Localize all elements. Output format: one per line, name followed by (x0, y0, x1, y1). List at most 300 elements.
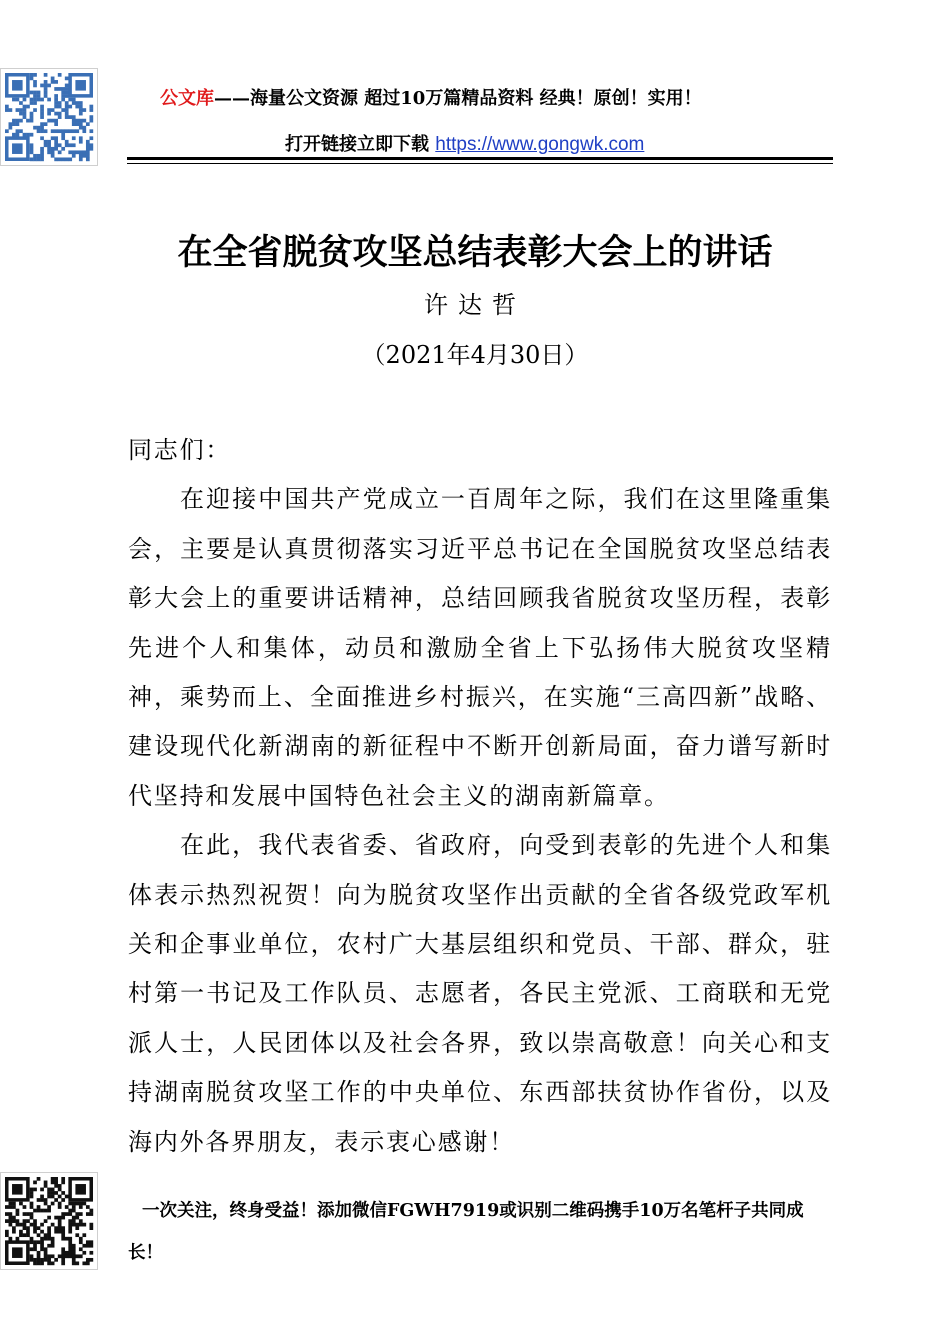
qr-module (54, 1230, 58, 1234)
qr-module (68, 115, 72, 119)
qr-module (86, 154, 90, 158)
qr-module (68, 1240, 72, 1244)
qr-module (54, 1258, 58, 1262)
qr-module (47, 1258, 51, 1262)
qr-module (58, 115, 62, 119)
qr-module (26, 119, 30, 123)
qr-module (33, 1240, 37, 1244)
qr-module (30, 91, 34, 95)
qr-module (33, 1258, 37, 1262)
qr-module (86, 1261, 90, 1265)
qr-module (79, 1212, 83, 1216)
qr-module (79, 112, 83, 116)
qr-module (86, 157, 90, 161)
qr-module (68, 1219, 72, 1223)
qr-module (79, 1219, 83, 1223)
qr-module (47, 1237, 51, 1241)
qr-module (30, 1202, 34, 1206)
qr-module (30, 1195, 34, 1199)
qr-module (47, 1233, 51, 1237)
qr-module (44, 1209, 48, 1213)
qr-module (51, 136, 55, 140)
body-paragraph: 在迎接中国共产党成立一百周年之际，我们在这里隆重集会，主要是认真贯彻落实习近平总书记在全国脱贫攻坚总结表彰大会上的重要讲话精神，总结回顾我省脱贫攻坚历程，表彰先进个人和集体，动员和激励全省上下弘扬伟大脱贫攻坚精神，乘势而上、全面推进乡村振兴，在实施“三高四新”战略、建设现代化新湖南的新征程中不断开创新局面，奋力谱写新时代坚持和发展中国特色社会主义的湖南新篇章。 (128, 485, 832, 810)
qr-module (12, 1216, 16, 1220)
qr-module (61, 94, 65, 98)
qr-module (89, 129, 93, 133)
qr-module (51, 1237, 55, 1241)
qr-module (51, 147, 55, 151)
qr-module (65, 129, 69, 133)
qr-module (89, 136, 93, 140)
qr-module (58, 1254, 62, 1258)
qr-module (86, 140, 90, 144)
qr-module (30, 1237, 34, 1241)
qr-module (23, 1223, 27, 1227)
qr-module (19, 119, 23, 123)
qr-module (79, 1240, 83, 1244)
qr-module (82, 1251, 86, 1255)
qr-module (68, 1226, 72, 1230)
qr-module (12, 133, 16, 137)
qr-module (40, 1209, 44, 1213)
qr-module (86, 1205, 90, 1209)
qr-module (82, 1261, 86, 1265)
qr-module (47, 1244, 51, 1248)
qr-module (61, 91, 65, 95)
qr-module (23, 115, 27, 119)
qr-module (44, 1198, 48, 1202)
qr-module (9, 1223, 13, 1227)
qr-module (79, 157, 83, 161)
download-line (285, 130, 644, 156)
qr-module (51, 1223, 55, 1227)
qr-module (33, 154, 37, 158)
qr-module (44, 1233, 48, 1237)
qr-module (51, 1240, 55, 1244)
qr-module (79, 108, 83, 112)
qr-module (37, 98, 41, 102)
qr-module (44, 140, 48, 144)
qr-module (9, 1219, 13, 1223)
qr-module (40, 147, 44, 151)
qr-module (47, 1188, 51, 1192)
qr-module (51, 129, 55, 133)
qr-module (40, 1195, 44, 1199)
qr-module (89, 1258, 93, 1262)
qr-module (82, 150, 86, 154)
qr-module (19, 101, 23, 105)
qr-module (89, 1240, 93, 1244)
qr-module (51, 1261, 55, 1265)
qr-module (16, 133, 20, 137)
qr-module (30, 147, 34, 151)
qr-module (5, 105, 9, 109)
qr-module (86, 122, 90, 126)
qr-module (54, 94, 58, 98)
qr-module (75, 1223, 79, 1227)
qr-module (26, 1230, 30, 1234)
qr-module (23, 98, 27, 102)
qr-module (54, 136, 58, 140)
qr-module (65, 140, 69, 144)
qr-module (89, 108, 93, 112)
qr-module (58, 1184, 62, 1188)
qr-module (40, 112, 44, 116)
qr-module (61, 133, 65, 137)
qr-module (58, 73, 62, 77)
qr-module (51, 108, 55, 112)
qr-module (37, 1233, 41, 1237)
qr-finder-center (12, 80, 23, 91)
qr-module (86, 1240, 90, 1244)
qr-module (19, 1230, 23, 1234)
qr-module (58, 1195, 62, 1199)
qr-module (58, 105, 62, 109)
qr-module (68, 143, 72, 147)
qr-module (75, 105, 79, 109)
qr-module (82, 1233, 86, 1237)
qr-module (37, 94, 41, 98)
qr-module (37, 1177, 41, 1181)
qr-module (19, 1223, 23, 1227)
qr-module (37, 129, 41, 133)
qr-module (54, 1226, 58, 1230)
qr-module (72, 150, 76, 154)
qr-module (40, 1244, 44, 1248)
qr-module (79, 1237, 83, 1241)
qr-module (40, 1188, 44, 1192)
qr-module (47, 1226, 51, 1230)
qr-module (61, 1226, 65, 1230)
qr-module (37, 126, 41, 130)
qr-module (5, 1233, 9, 1237)
qr-module (26, 1212, 30, 1216)
qr-finder-center (75, 1184, 86, 1195)
qr-module (37, 1240, 41, 1244)
qr-module (68, 150, 72, 154)
qr-module (44, 1251, 48, 1255)
qr-module (61, 1233, 65, 1237)
qr-module (75, 1216, 79, 1220)
qr-module (89, 115, 93, 119)
qr-module (54, 1184, 58, 1188)
header-tagline: ——海量公文资源 超过10万篇精品资料 经典！原创！实用！ (214, 88, 702, 109)
qr-module (65, 1205, 69, 1209)
qr-module (9, 1202, 13, 1206)
body-paragraph: 在此，我代表省委、省政府，向受到表彰的先进个人和集体表示热烈祝贺！向为脱贫攻坚作出贡献的全省各级党政军机关和企事业单位，农村广大基层组织和党员、干部、群众，驻村第一书记及工作队员、志愿者，各民主党派、工商联和无党派人士，人民团体以及社会各界，致以崇高敬意！向关心和支持湖南脱贫攻坚工作的中央单位、东西部扶贫协作省份，以及海内外各界朋友，表示衷心感谢！ (128, 831, 832, 1156)
qr-module (61, 1212, 65, 1216)
qr-module (9, 126, 13, 130)
qr-module (75, 1233, 79, 1237)
qr-module (82, 1202, 86, 1206)
qr-module (65, 84, 69, 88)
qr-module (37, 157, 41, 161)
qr-module (72, 115, 76, 119)
qr-module (86, 1258, 90, 1262)
qr-module (68, 1251, 72, 1255)
qr-code-icon (0, 68, 98, 166)
qr-module (44, 1219, 48, 1223)
qr-module (82, 129, 86, 133)
qr-module (68, 1212, 72, 1216)
qr-module (47, 1216, 51, 1220)
qr-module (16, 1223, 20, 1227)
qr-module (58, 101, 62, 105)
qr-module (61, 1254, 65, 1258)
qr-module (58, 150, 62, 154)
qr-module (12, 1205, 16, 1209)
qr-module (47, 98, 51, 102)
qr-module (58, 1219, 62, 1223)
qr-module (68, 1237, 72, 1241)
qr-module (5, 1212, 9, 1216)
qr-module (40, 108, 44, 112)
qr-module (44, 73, 48, 77)
qr-module (72, 1202, 76, 1206)
qr-module (75, 1202, 79, 1206)
qr-module (33, 80, 37, 84)
qr-module (72, 129, 76, 133)
qr-module (54, 143, 58, 147)
qr-module (51, 1202, 55, 1206)
qr-module (26, 105, 30, 109)
qr-module (65, 94, 69, 98)
qr-module (61, 98, 65, 102)
qr-module (19, 108, 23, 112)
qr-module (12, 1219, 16, 1223)
qr-module (40, 1258, 44, 1262)
qr-module (51, 80, 55, 84)
qr-module (58, 1188, 62, 1192)
qr-module (40, 150, 44, 154)
qr-module (79, 126, 83, 130)
qr-module (68, 1202, 72, 1206)
qr-module (65, 108, 69, 112)
qr-module (61, 147, 65, 151)
qr-module (79, 140, 83, 144)
qr-module (44, 94, 48, 98)
qr-module (82, 154, 86, 158)
qr-module (61, 1261, 65, 1265)
qr-module (65, 101, 69, 105)
qr-module (61, 1191, 65, 1195)
qr-module (51, 1254, 55, 1258)
qr-finder-center (12, 1184, 23, 1195)
qr-module (47, 1205, 51, 1209)
qr-module (79, 154, 83, 158)
qr-module (54, 87, 58, 91)
qr-module (40, 122, 44, 126)
qr-module (30, 101, 34, 105)
qr-module (51, 77, 55, 81)
qr-module (5, 1230, 9, 1234)
qr-module (65, 1212, 69, 1216)
qr-module (16, 1219, 20, 1223)
qr-module (5, 129, 9, 133)
qr-module (54, 1198, 58, 1202)
qr-module (47, 112, 51, 116)
qr-module (61, 1258, 65, 1262)
qr-module (58, 1223, 62, 1227)
salutation: 同志们： (128, 436, 232, 464)
qr-module (37, 1258, 41, 1262)
qr-module (58, 1202, 62, 1206)
qr-module (33, 1261, 37, 1265)
qr-module (16, 1212, 20, 1216)
qr-module (72, 1219, 76, 1223)
qr-module (33, 1230, 37, 1234)
qr-module (79, 101, 83, 105)
qr-module (30, 1223, 34, 1227)
qr-module (65, 87, 69, 91)
qr-module (16, 108, 20, 112)
qr-module (51, 150, 55, 154)
download-label: 打开链接立即下载 (285, 134, 429, 155)
qr-module (72, 1261, 76, 1265)
qr-module (30, 143, 34, 147)
qr-module (61, 136, 65, 140)
qr-module (47, 150, 51, 154)
qr-module (65, 112, 69, 116)
qr-module (65, 77, 69, 81)
qr-module (65, 1237, 69, 1241)
qr-module (40, 1240, 44, 1244)
qr-module (30, 150, 34, 154)
qr-module (82, 1244, 86, 1248)
qr-module (33, 1209, 37, 1213)
qr-module (82, 126, 86, 130)
qr-module (89, 1209, 93, 1213)
qr-module (51, 119, 55, 123)
qr-module (40, 1261, 44, 1265)
qr-module (40, 129, 44, 133)
qr-module (23, 1233, 27, 1237)
qr-module (79, 1205, 83, 1209)
qr-module (54, 80, 58, 84)
qr-module (75, 1254, 79, 1258)
qr-module (33, 1223, 37, 1227)
qr-module (30, 157, 34, 161)
qr-module (30, 115, 34, 119)
qr-module (30, 1254, 34, 1258)
qr-module (16, 122, 20, 126)
qr-module (23, 1219, 27, 1223)
qr-module (79, 150, 83, 154)
qr-module (89, 147, 93, 151)
qr-module (75, 150, 79, 154)
qr-module (72, 1258, 76, 1262)
qr-module (33, 1244, 37, 1248)
qr-module (58, 129, 62, 133)
qr-module (61, 87, 65, 91)
qr-module (82, 108, 86, 112)
qr-module (47, 143, 51, 147)
qr-module (44, 1202, 48, 1206)
qr-module (61, 129, 65, 133)
qr-module (40, 84, 44, 88)
qr-module (89, 1244, 93, 1248)
qr-module (54, 1181, 58, 1185)
qr-module (16, 1209, 20, 1213)
qr-module (61, 1181, 65, 1185)
qr-module (37, 1198, 41, 1202)
header-divider-thin (127, 163, 833, 164)
qr-module (23, 105, 27, 109)
qr-module (33, 1226, 37, 1230)
qr-module (75, 1226, 79, 1230)
qr-module (16, 1237, 20, 1241)
qr-module (23, 108, 27, 112)
download-link[interactable]: https://www.gongwk.com (435, 134, 645, 155)
qr-module (33, 1181, 37, 1185)
qr-module (61, 1247, 65, 1251)
qr-module (40, 105, 44, 109)
qr-module (47, 1191, 51, 1195)
qr-module (54, 1191, 58, 1195)
qr-module (58, 1205, 62, 1209)
qr-module (30, 98, 34, 102)
qr-module (47, 140, 51, 144)
qr-module (19, 112, 23, 116)
qr-module (33, 1219, 37, 1223)
qr-module (89, 119, 93, 123)
qr-module (47, 108, 51, 112)
qr-module (40, 1247, 44, 1251)
qr-module (23, 133, 27, 137)
qr-module (12, 1226, 16, 1230)
qr-module (54, 1177, 58, 1181)
qr-module (30, 1216, 34, 1220)
qr-module (30, 119, 34, 123)
qr-module (30, 133, 34, 137)
qr-module (51, 1244, 55, 1248)
qr-module (72, 1209, 76, 1213)
qr-module (58, 157, 62, 161)
qr-module (51, 1195, 55, 1199)
qr-module (75, 129, 79, 133)
qr-module (12, 122, 16, 126)
qr-module (44, 1258, 48, 1262)
qr-module (75, 119, 79, 123)
qr-module (68, 1209, 72, 1213)
qr-module (58, 1226, 62, 1230)
qr-module (82, 119, 86, 123)
qr-module (65, 143, 69, 147)
qr-module (86, 150, 90, 154)
qr-module (30, 1212, 34, 1216)
qr-module (61, 1216, 65, 1220)
qr-module (33, 98, 37, 102)
qr-module (44, 1181, 48, 1185)
qr-module (82, 1223, 86, 1227)
qr-module (37, 1254, 41, 1258)
qr-module (40, 115, 44, 119)
qr-module (72, 1205, 76, 1209)
qr-finder-center (12, 1247, 23, 1258)
qr-module (86, 143, 90, 147)
qr-module (65, 91, 69, 95)
qr-module (44, 84, 48, 88)
qr-module (12, 98, 16, 102)
qr-module (33, 126, 37, 130)
qr-module (30, 1247, 34, 1251)
qr-module (44, 129, 48, 133)
qr-module (33, 73, 37, 77)
qr-module (40, 1198, 44, 1202)
footer-promo: 一次关注，终身受益！添加微信FGWH7919或识别二维码携手10万名笔杆子共同成长！ (128, 1201, 804, 1263)
qr-module (23, 1226, 27, 1230)
qr-module (30, 1258, 34, 1262)
